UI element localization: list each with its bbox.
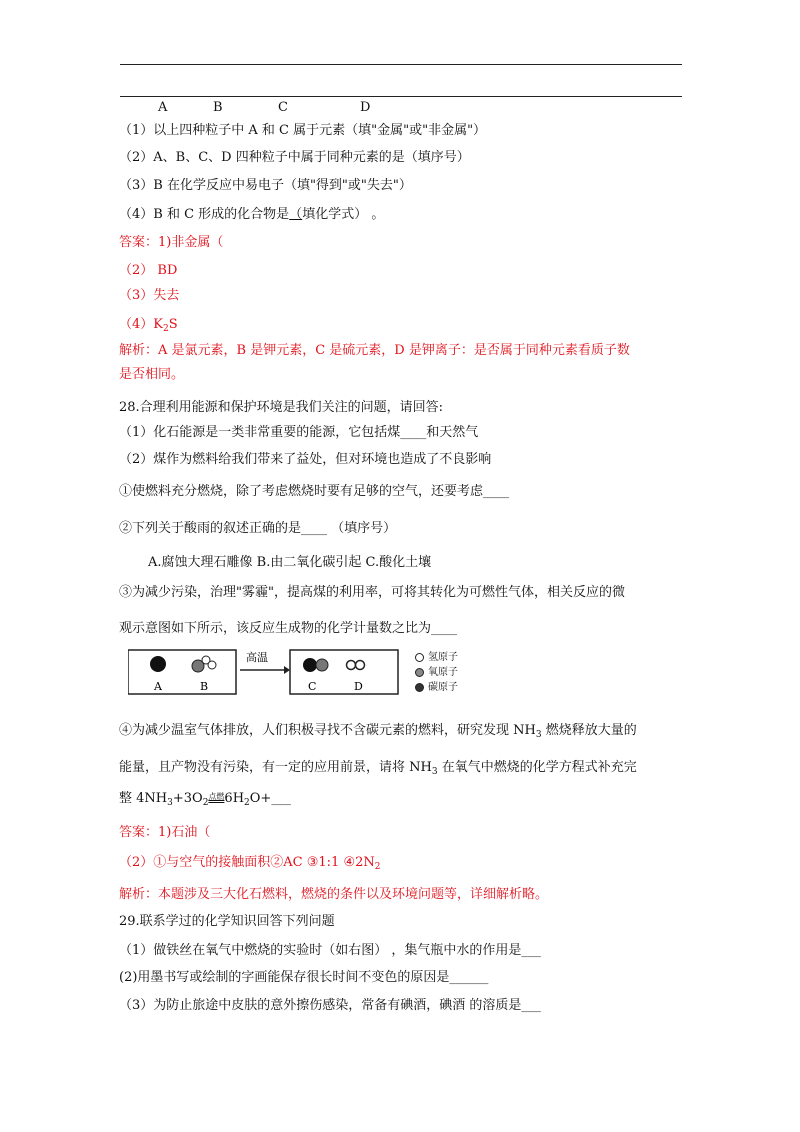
q28-line-2: （2）煤作为燃料给我们带来了益处，但对环境也造成了不良影响 [119, 452, 492, 467]
q27-l4-suffix: 填化学式） 。 [302, 207, 385, 222]
q27-answer-4 [119, 317, 178, 337]
q27-answer-1: 答案：1)非金属（ [119, 235, 224, 250]
reaction-condition: 高温 [246, 651, 268, 664]
carbon-atom-icon [415, 683, 424, 692]
carbon-atom-icon [303, 658, 317, 672]
q27-a4-prefix: （4）K [119, 317, 163, 332]
label-d: D [360, 100, 371, 115]
legend-item-oxygen: 氧原子 [415, 665, 458, 680]
q28-line-6: 观示意图如下所示，该反应生成物的化学计量数之比为____ [119, 621, 458, 636]
hydrogen-atom-icon [208, 661, 216, 669]
legend-item-carbon: 碳原子 [415, 680, 458, 695]
diagram-label-c: C [308, 680, 317, 693]
q29-line-3: （3）为防止旅途中皮肤的意外擦伤感染，常备有碘酒，碘酒 的溶质是___ [119, 998, 541, 1013]
q28-line-8: 能量，且产物没有污染，有一定的应用前景，请将 $NH_3$ 在氧气中燃烧的化学方程式补充完 [119, 760, 637, 777]
q29-title: 29.联系学过的化学知识回答下列问题 [119, 914, 335, 929]
diagram-label-b: B [200, 680, 209, 693]
q27-line-2: （2）A、B、C、D 四种粒子中属于同种元素的是（填序号） [119, 150, 470, 165]
q28-line-5: ③为减少污染，治理"雾霾"，提高煤的利用率，可将其转化为可燃性气体，相关反应的微 [119, 585, 625, 600]
q27-analysis-2: 是否相同。 [119, 367, 185, 382]
q28-analysis: 解析：本题涉及三大化石燃料，燃烧的条件以及环境问题等，详细解析略。 [119, 887, 549, 902]
q28-answer-1: 答案：1)石油（ [119, 825, 211, 840]
hydrogen-atom-icon [347, 661, 356, 670]
reaction-condition-ignite: 点燃 [208, 792, 225, 801]
label-b: B [213, 100, 223, 115]
legend-item-hydrogen: 氢原子 [415, 650, 458, 665]
q27-l4-blank: （ [289, 207, 303, 222]
oxygen-atom-icon [415, 668, 424, 677]
arrow-head-icon [284, 666, 290, 674]
q27-line-4 [119, 207, 384, 223]
label-c: C [278, 100, 288, 115]
products-box [290, 650, 398, 694]
q27-l4-prefix: （4）B 和 C 形成的化合物是 [119, 207, 290, 222]
q27-analysis-1: 解析：A 是氯元素，B 是钾元素，C 是硫元素，D 是钾离子：是否属于同种元素看质子数 [119, 343, 630, 358]
q27-answer-3: （3）失去 [119, 288, 180, 303]
q28-line-4: ②下列关于酸雨的叙述正确的是____ （填序号） [119, 521, 397, 536]
q28-line-3: ①使燃料充分燃烧，除了考虑燃烧时要有足够的空气，还要考虑____ [119, 484, 510, 499]
q27-a4-sub: 2 [162, 324, 169, 334]
figure-bottom-rule [120, 96, 682, 97]
q27-line-3: （3）B 在化学反应中易电子（填"得到"或"失去"） [119, 178, 412, 193]
q28-line-1: （1）化石能源是一类非常重要的能源，它包括煤____和天然气 [119, 425, 479, 440]
atom-legend [415, 650, 458, 695]
q27-answer-2: （2） BD [119, 263, 178, 278]
label-a: A [158, 100, 168, 115]
q29-line-2: (2)用墨书写或绘制的字画能保存很长时间不变色的原因是______ [119, 970, 489, 985]
q28-title: 28.合理利用能源和保护环境是我们关注的问题，请回答: [119, 400, 444, 415]
q27-a4-suffix: S [168, 317, 178, 332]
q28-line-7: ④为减少温室气体排放，人们积极寻找不含碳元素的燃料，研究发现 $NH_3$ 燃烧释放大量的 [119, 723, 637, 740]
q28-equation: 整 $4NH_3+3O_2^{点燃}6H_2O+\_\_\_$ [119, 791, 291, 808]
hydrogen-atom-icon [415, 653, 424, 662]
diagram-label-d: D [354, 680, 363, 693]
q29-line-1: （1）做铁丝在氧气中燃烧的实验时（如右图） ，集气瓶中水的作用是___ [119, 943, 541, 958]
q28-options: A.腐蚀大理石雕像 B.由二氧化碳引起 C.酸化土壤 [148, 555, 432, 570]
carbon-atom-icon [150, 656, 166, 672]
top-rule [120, 64, 682, 65]
q27-line-1: （1）以上四种粒子中 A 和 C 属于元素（填"金属"或"非金属"） [119, 123, 487, 138]
hydrogen-atom-icon [356, 661, 365, 670]
diagram-label-a: A [154, 680, 162, 693]
q28-answer-2: （2）①与空气的接触面积②AC ③1:1 $④2N_2$ [119, 855, 381, 872]
reactants-box [128, 650, 236, 694]
oxygen-atom-icon [316, 659, 328, 671]
